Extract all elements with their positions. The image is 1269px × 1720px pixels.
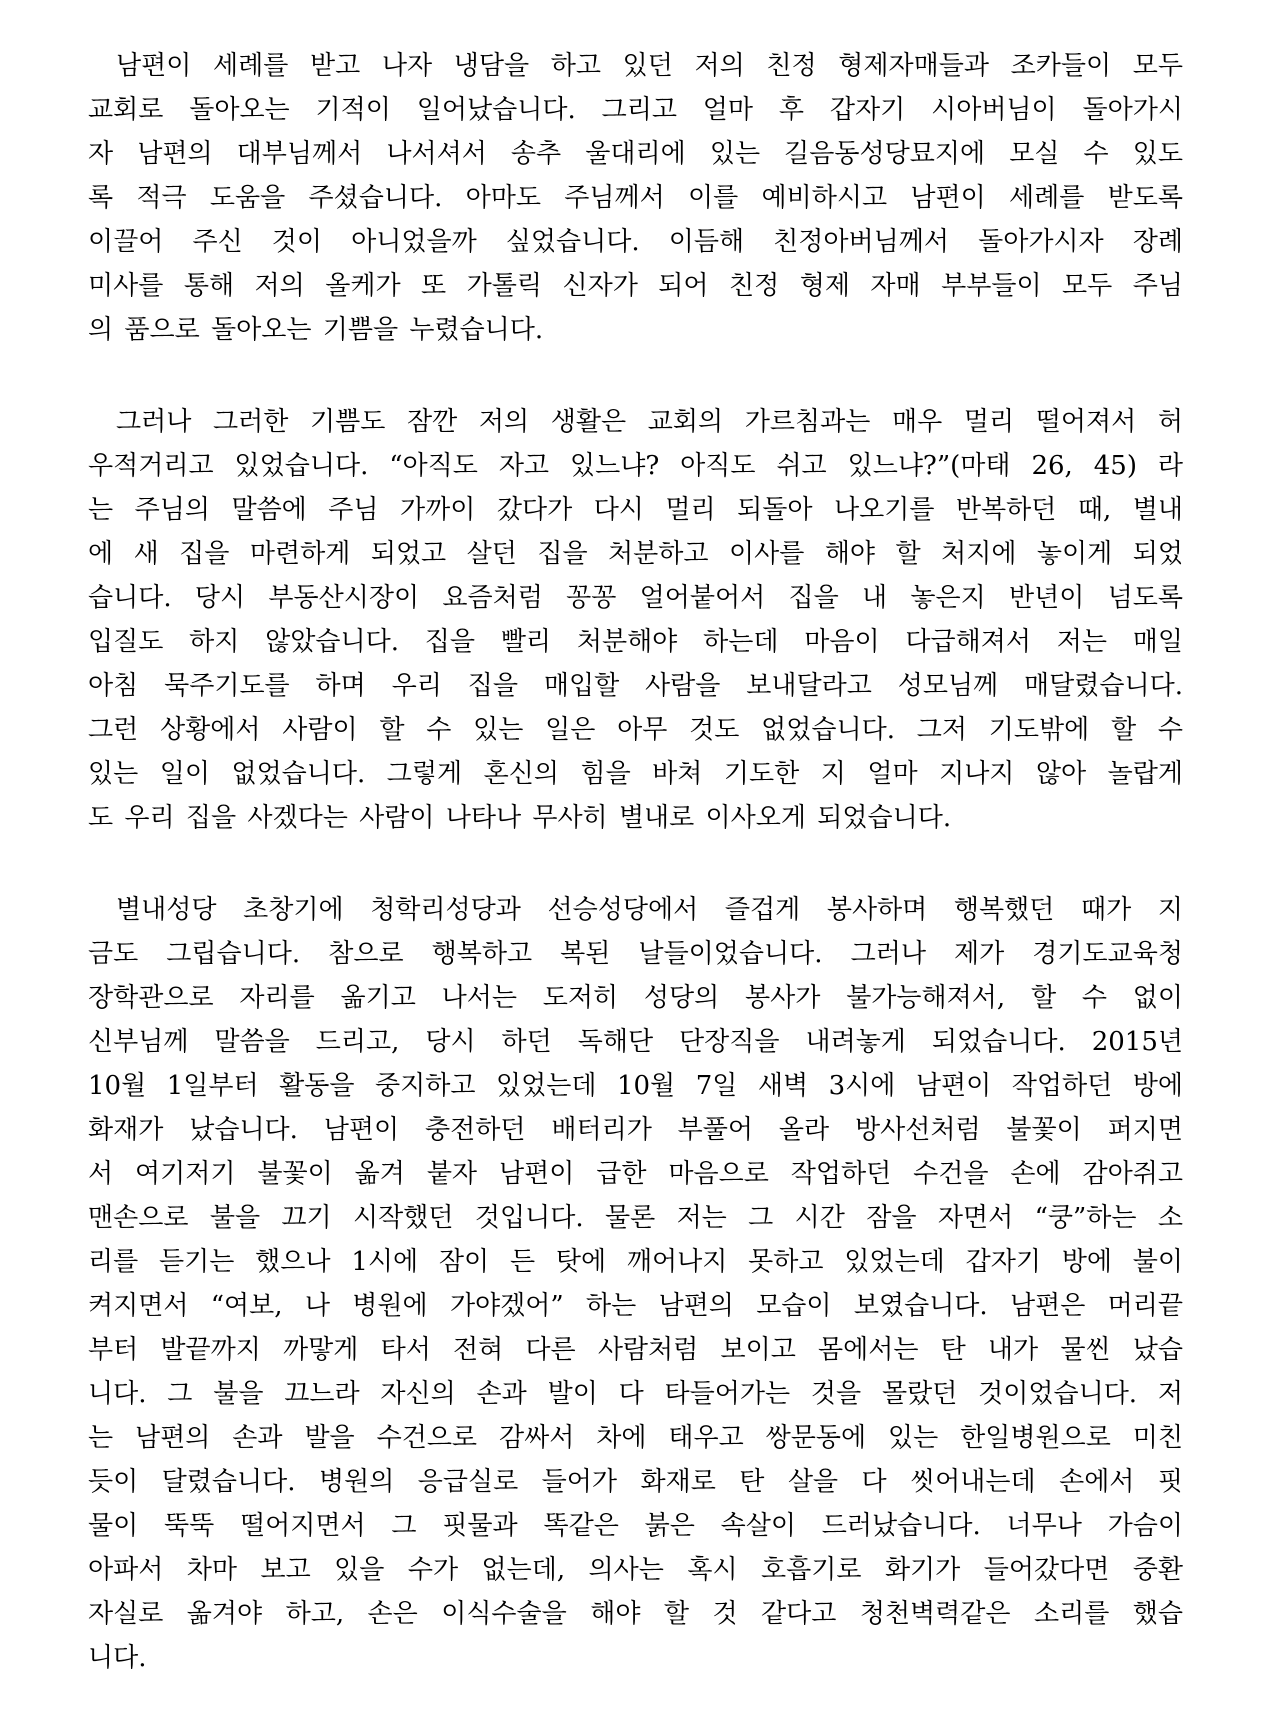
text-line: 미사를 통해 저의 올케가 또 가톨릭 신자가 되어 친정 형제 자매 부부들이 모두 주님 xyxy=(88,271,1183,301)
text-line: 듯이 달렸습니다. 병원의 응급실로 들어가 화재로 탄 살을 다 씻어내는데 손에서 핏 xyxy=(88,1467,1183,1497)
text-line: 교회로 돌아오는 기적이 일어났습니다. 그리고 얼마 후 갑자기 시아버님이 돌아가시 xyxy=(88,95,1183,125)
text-line: 서 여기저기 불꽃이 옮겨 붙자 남편이 급한 마음으로 작업하던 수건을 손에 감아쥐고 xyxy=(88,1159,1183,1189)
text-line: 물이 뚝뚝 떨어지면서 그 핏물과 똑같은 붉은 속살이 드러났습니다. 너무나 가슴이 xyxy=(88,1511,1183,1541)
paragraph xyxy=(88,400,1183,840)
paragraph xyxy=(88,44,1183,352)
text-line: 맨손으로 불을 끄기 시작했던 것입니다. 물론 저는 그 시간 잠을 자면서 “쿵”하는 소 xyxy=(88,1203,1183,1233)
text-line: 는 남편의 손과 발을 수건으로 감싸서 차에 태우고 쌍문동에 있는 한일병원으로 미친 xyxy=(88,1423,1183,1453)
text-line: 자 남편의 대부님께서 나서셔서 송추 울대리에 있는 길음동성당묘지에 모실 수 있도 xyxy=(88,139,1183,169)
text-line: 있는 일이 없었습니다. 그렇게 혼신의 힘을 바쳐 기도한 지 얼마 지나지 않아 놀랍게 xyxy=(88,759,1183,789)
text-line: 의 품으로 돌아오는 기쁨을 누렸습니다. xyxy=(88,315,544,345)
text-line: 장학관으로 자리를 옮기고 나서는 도저히 성당의 봉사가 불가능해져서, 할 수 없이 xyxy=(88,983,1183,1013)
text-line: 니다. 그 불을 끄느라 자신의 손과 발이 다 타들어가는 것을 몰랐던 것이었습니다. 저 xyxy=(88,1379,1183,1409)
text-line: 습니다. 당시 부동산시장이 요즘처럼 꽁꽁 얼어붙어서 집을 내 놓은지 반년이 넘도록 xyxy=(88,583,1183,613)
text-line: 는 주님의 말씀에 주님 가까이 갔다가 다시 멀리 되돌아 나오기를 반복하던 때, 별내 xyxy=(88,495,1183,525)
text-line: 입질도 하지 않았습니다. 집을 빨리 처분해야 하는데 마음이 다급해져서 저는 매일 xyxy=(88,627,1183,657)
text-line: 자실로 옮겨야 하고, 손은 이식수술을 해야 할 것 같다고 청천벽력같은 소리를 했습 xyxy=(88,1599,1183,1629)
document-body xyxy=(88,44,1183,1680)
text-line: 아침 묵주기도를 하며 우리 집을 매입할 사람을 보내달라고 성모님께 매달렸습니다. xyxy=(88,671,1183,701)
text-line: 리를 듣기는 했으나 1시에 잠이 든 탓에 깨어나지 못하고 있었는데 갑자기 방에 불이 xyxy=(88,1247,1183,1277)
text-line: 화재가 났습니다. 남편이 충전하던 배터리가 부풀어 올라 방사선처럼 불꽃이 퍼지면 xyxy=(88,1115,1183,1145)
text-line: 별내성당 초창기에 청학리성당과 선승성당에서 즐겁게 봉사하며 행복했던 때가 지 xyxy=(116,895,1183,925)
text-line: 부터 발끝까지 까맣게 타서 전혀 다른 사람처럼 보이고 몸에서는 탄 내가 물씬 났습 xyxy=(88,1335,1183,1365)
text-line: 금도 그립습니다. 참으로 행복하고 복된 날들이었습니다. 그러나 제가 경기도교육청 xyxy=(88,939,1183,969)
text-line: 우적거리고 있었습니다. “아직도 자고 있느냐? 아직도 쉬고 있느냐?”(마태 26, 45) 라 xyxy=(88,451,1183,481)
text-line: 10월 1일부터 활동을 중지하고 있었는데 10월 7일 새벽 3시에 남편이 작업하던 방에 xyxy=(88,1071,1183,1101)
text-line: 켜지면서 “여보, 나 병원에 가야겠어” 하는 남편의 모습이 보였습니다. 남편은 머리끝 xyxy=(88,1291,1183,1321)
text-line: 록 적극 도움을 주셨습니다. 아마도 주님께서 이를 예비하시고 남편이 세례를 받도록 xyxy=(88,183,1183,213)
text-line: 그러나 그러한 기쁨도 잠깐 저의 생활은 교회의 가르침과는 매우 멀리 떨어져서 허 xyxy=(116,407,1183,437)
text-line: 에 새 집을 마련하게 되었고 살던 집을 처분하고 이사를 해야 할 처지에 놓이게 되었 xyxy=(88,539,1183,569)
text-line: 도 우리 집을 사겠다는 사람이 나타나 무사히 별내로 이사오게 되었습니다. xyxy=(88,803,952,833)
text-line: 신부님께 말씀을 드리고, 당시 하던 독해단 단장직을 내려놓게 되었습니다. 2015년 xyxy=(88,1027,1183,1057)
text-line: 이끌어 주신 것이 아니었을까 싶었습니다. 이듬해 친정아버님께서 돌아가시자 장례 xyxy=(88,227,1183,257)
text-line: 그런 상황에서 사람이 할 수 있는 일은 아무 것도 없었습니다. 그저 기도밖에 할 수 xyxy=(88,715,1183,745)
text-line: 남편이 세례를 받고 나자 냉담을 하고 있던 저의 친정 형제자매들과 조카들이 모두 xyxy=(116,51,1183,81)
text-line: 아파서 차마 보고 있을 수가 없는데, 의사는 혹시 호흡기로 화기가 들어갔다면 중환 xyxy=(88,1555,1183,1585)
paragraph xyxy=(88,888,1183,1680)
text-line: 니다. xyxy=(88,1643,147,1673)
